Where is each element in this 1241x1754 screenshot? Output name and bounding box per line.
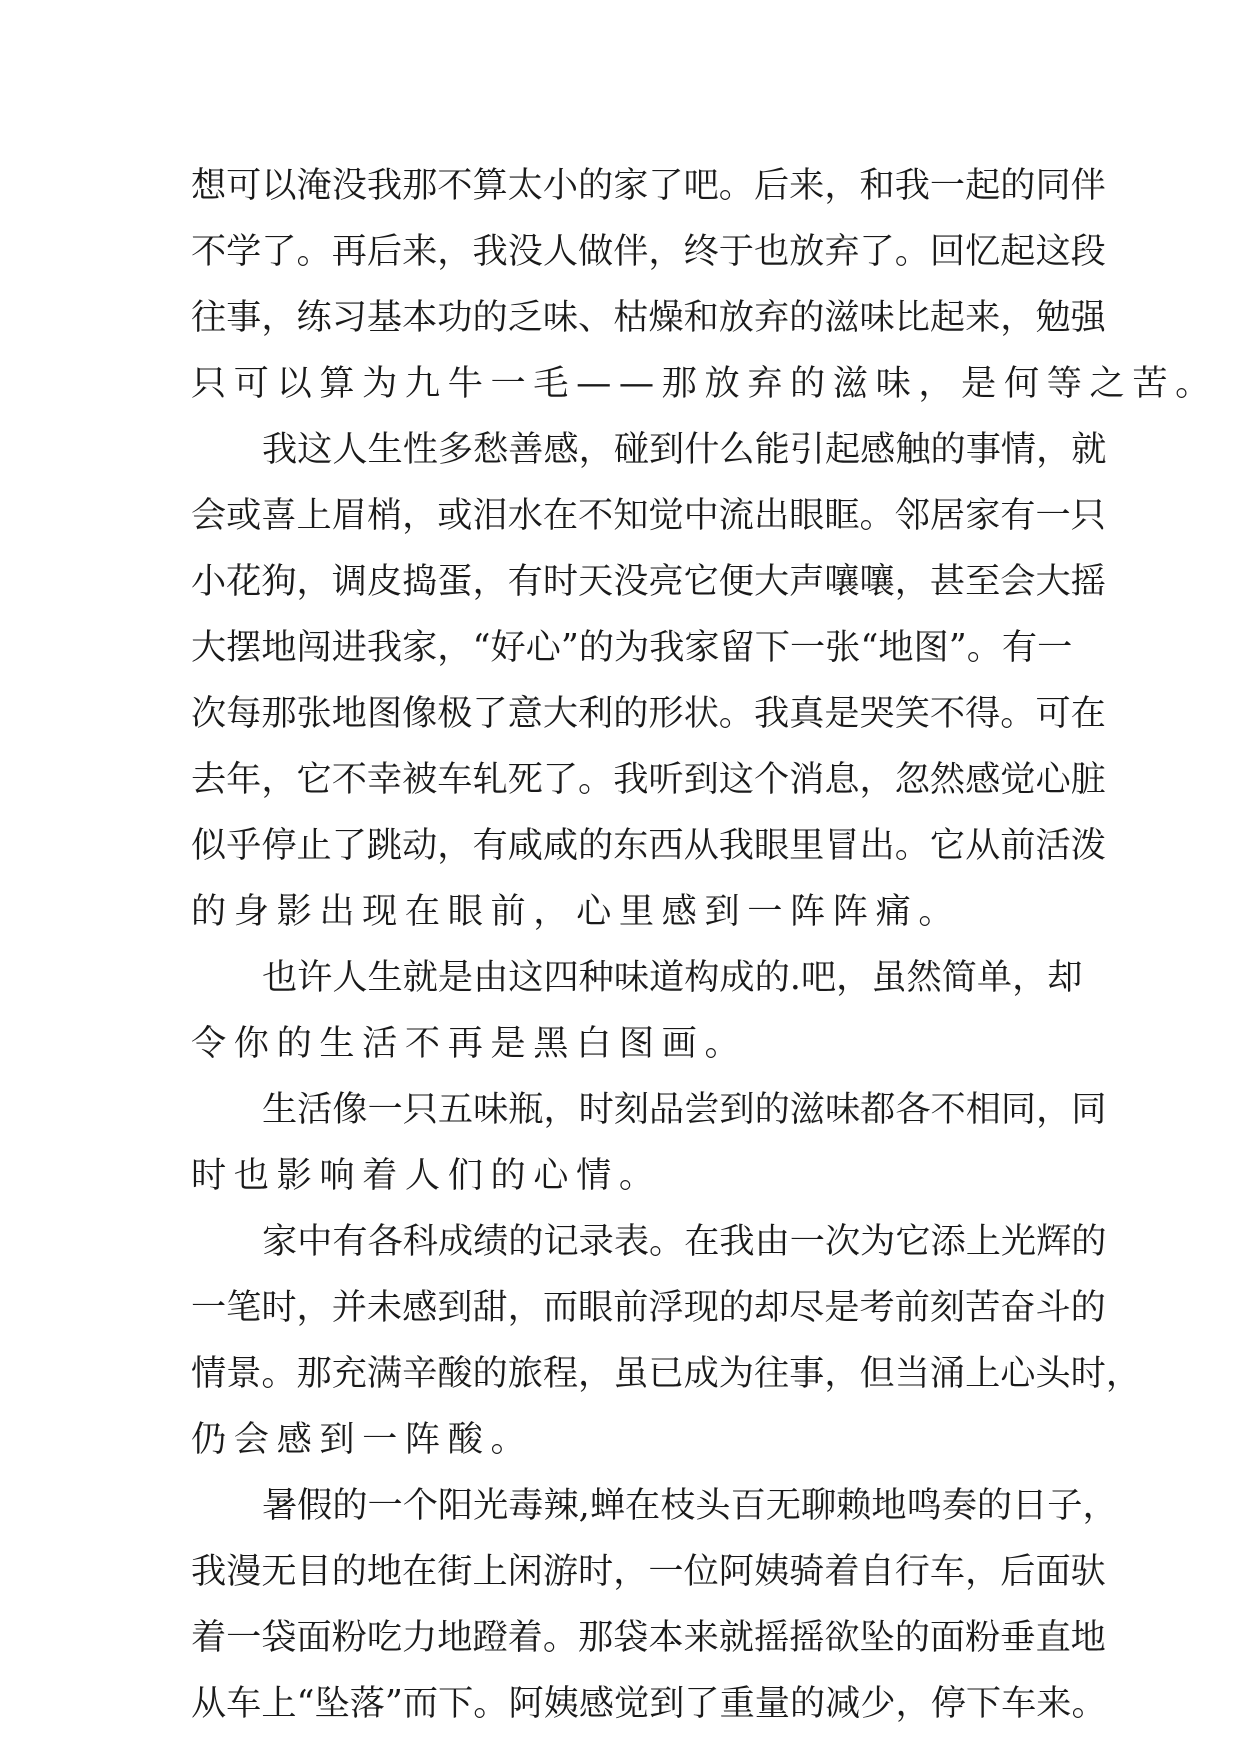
text-line: 的身影出现在眼前，心里感到一阵阵痛。 (191, 891, 962, 932)
text-line: 我这人生性多愁善感，碰到什么能引起感触的事情，就 (262, 429, 1107, 470)
text-line: 时也影响着人们的心情。 (191, 1155, 662, 1196)
text-line: 似乎停止了跳动，有咸咸的东西从我眼里冒出。它从前活泼 (191, 825, 1106, 866)
text-line: 想可以淹没我那不算太小的家了吧。后来，和我一起的同伴 (191, 165, 1106, 206)
document-body (191, 153, 1218, 1737)
text-line: 一笔时，并未感到甜，而眼前浮现的却尽是考前刻苦奋斗的 (191, 1287, 1106, 1328)
text-line: 不学了。再后来，我没人做伴，终于也放弃了。回忆起这段 (191, 231, 1106, 272)
text-line: 暑假的一个阳光毒辣,蝉在枝头百无聊赖地鸣奏的日子， (262, 1485, 1118, 1526)
text-line: 会或喜上眉梢，或泪水在不知觉中流出眼眶。邻居家有一只 (191, 495, 1106, 536)
text-line: 大摆地闯进我家，“好心”的为我家留下一张“地图”。有一 (191, 627, 1073, 668)
text-line: 往事，练习基本功的乏味、枯燥和放弃的滋味比起来，勉强 (191, 297, 1106, 338)
text-line: 从车上“坠落”而下。阿姨感觉到了重量的减少，停下车来。 (191, 1683, 1107, 1724)
text-line: 小花狗，调皮捣蛋，有时天没亮它便大声嚷嚷，甚至会大摇 (191, 561, 1106, 602)
text-line: 我漫无目的地在街上闲游时，一位阿姨骑着自行车，后面驮 (191, 1551, 1106, 1592)
text-line: 令你的生活不再是黑白图画。 (191, 1023, 748, 1064)
text-line: 生活像一只五味瓶，时刻品尝到的滋味都各不相同，同 (262, 1089, 1107, 1130)
text-line: 家中有各科成绩的记录表。在我由一次为它添上光辉的 (262, 1221, 1107, 1262)
text-line: 去年，它不幸被车轧死了。我听到这个消息，忽然感觉心脏 (191, 759, 1106, 800)
text-line: 仍会感到一阵酸。 (191, 1419, 534, 1460)
text-line: 只可以算为九牛一毛——那放弃的滋味，是何等之苦。 (191, 363, 1218, 404)
text-line: 也许人生就是由这四种味道构成的.吧，虽然简单，却 (262, 957, 1083, 998)
text-line: 情景。那充满辛酸的旅程，虽已成为往事，但当涌上心头时， (191, 1353, 1142, 1394)
text-line: 次每那张地图像极了意大利的形状。我真是哭笑不得。可在 (191, 693, 1106, 734)
text-line: 着一袋面粉吃力地蹬着。那袋本来就摇摇欲坠的面粉垂直地 (191, 1617, 1106, 1658)
